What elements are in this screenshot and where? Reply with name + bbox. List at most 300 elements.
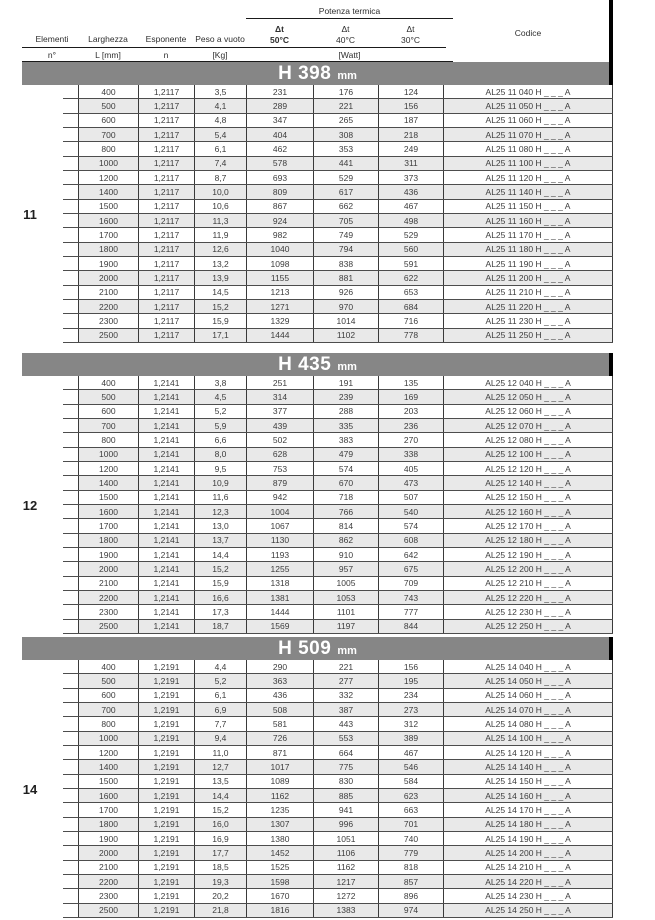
codice-cell: AL25 14 040 H _ _ _ A xyxy=(443,660,613,673)
dt30-cell: 778 xyxy=(378,329,443,342)
table-row xyxy=(78,674,613,688)
peso-cell: 16,9 xyxy=(194,832,246,845)
dt40-sub: 40°C xyxy=(336,35,355,45)
larghezza-cell: 1000 xyxy=(78,732,138,745)
dt30-cell: 560 xyxy=(378,243,443,256)
dt40-cell: 1101 xyxy=(313,605,378,618)
esponente-cell: 1,2191 xyxy=(138,861,194,874)
esponente-cell: 1,2141 xyxy=(138,548,194,561)
dt40-cell: 529 xyxy=(313,171,378,184)
dt30-cell: 311 xyxy=(378,157,443,170)
esponente-cell: 1,2117 xyxy=(138,286,194,299)
dt50-cell: 867 xyxy=(246,200,313,213)
larghezza-cell: 2100 xyxy=(78,861,138,874)
codice-cell: AL25 14 100 H _ _ _ A xyxy=(443,732,613,745)
dt30-sub: 30°C xyxy=(401,35,420,45)
larghezza-cell: 800 xyxy=(78,142,138,155)
larghezza-cell: 1700 xyxy=(78,228,138,241)
dt30-cell: 124 xyxy=(378,85,443,98)
table-row xyxy=(78,689,613,703)
codice-cell: AL25 12 120 H _ _ _ A xyxy=(443,462,613,475)
dt30-cell: 974 xyxy=(378,904,443,917)
dt50-cell: 1155 xyxy=(246,271,313,284)
section-body xyxy=(0,85,655,343)
peso-cell: 15,2 xyxy=(194,803,246,816)
table-row xyxy=(78,462,613,476)
esponente-cell: 1,2117 xyxy=(138,128,194,141)
dt40-cell: 670 xyxy=(313,476,378,489)
esponente-cell: 1,2117 xyxy=(138,257,194,270)
codice-cell: AL25 11 200 H _ _ _ A xyxy=(443,271,613,284)
peso-cell: 6,1 xyxy=(194,689,246,702)
larghezza-cell: 500 xyxy=(78,674,138,687)
dt30-cell: 701 xyxy=(378,818,443,831)
codice-cell: AL25 12 170 H _ _ _ A xyxy=(443,519,613,532)
dt40-cell: 862 xyxy=(313,534,378,547)
esponente-cell: 1,2191 xyxy=(138,904,194,917)
table-row xyxy=(78,605,613,619)
peso-cell: 9,5 xyxy=(194,462,246,475)
dt50-sub: 50°C xyxy=(270,35,289,45)
dt30-cell: 507 xyxy=(378,491,443,504)
dt50-cell: 231 xyxy=(246,85,313,98)
larghezza-cell: 1600 xyxy=(78,505,138,518)
esponente-cell: 1,2141 xyxy=(138,390,194,403)
table-row xyxy=(78,114,613,128)
esponente-cell: 1,2191 xyxy=(138,674,194,687)
dt50-cell: 462 xyxy=(246,142,313,155)
dt40-cell: 239 xyxy=(313,390,378,403)
codice-cell: AL25 14 200 H _ _ _ A xyxy=(443,846,613,859)
table-row xyxy=(78,200,613,214)
larghezza-cell: 400 xyxy=(78,376,138,389)
table-row xyxy=(78,789,613,803)
dt40-cell: 1272 xyxy=(313,889,378,902)
dt30-cell: 312 xyxy=(378,717,443,730)
header-right-border xyxy=(609,0,613,62)
dt50-cell: 1598 xyxy=(246,875,313,888)
elementi-count: 14 xyxy=(22,781,38,797)
peso-cell: 4,8 xyxy=(194,114,246,127)
codice-cell: AL25 11 100 H _ _ _ A xyxy=(443,157,613,170)
codice-label: Codice xyxy=(514,28,542,38)
dt30-cell: 169 xyxy=(378,390,443,403)
esponente-cell: 1,2117 xyxy=(138,329,194,342)
dt30-cell: 591 xyxy=(378,257,443,270)
larghezza-cell: 1500 xyxy=(78,491,138,504)
table-row xyxy=(78,314,613,328)
dt40-cell: 662 xyxy=(313,200,378,213)
dt50-cell: 1525 xyxy=(246,861,313,874)
larghezza-cell: 1700 xyxy=(78,519,138,532)
dt50-cell: 693 xyxy=(246,171,313,184)
dt30-cell: 740 xyxy=(378,832,443,845)
larghezza-cell: 2200 xyxy=(78,300,138,313)
larghezza-cell: 1400 xyxy=(78,476,138,489)
dt40-cell: 574 xyxy=(313,462,378,475)
larghezza-label: Larghezza xyxy=(88,34,128,44)
codice-cell: AL25 11 080 H _ _ _ A xyxy=(443,142,613,155)
peso-cell: 12,3 xyxy=(194,505,246,518)
esponente-cell: 1,2191 xyxy=(138,717,194,730)
codice-cell: AL25 12 180 H _ _ _ A xyxy=(443,534,613,547)
larghezza-cell: 600 xyxy=(78,689,138,702)
larghezza-cell: 1000 xyxy=(78,157,138,170)
esponente-cell: 1,2117 xyxy=(138,85,194,98)
table-row xyxy=(78,329,613,343)
table-row xyxy=(78,448,613,462)
esponente-cell: 1,2191 xyxy=(138,689,194,702)
peso-cell: 5,4 xyxy=(194,128,246,141)
larghezza-cell: 500 xyxy=(78,390,138,403)
esponente-cell: 1,2117 xyxy=(138,314,194,327)
dt40-cell: 335 xyxy=(313,419,378,432)
larghezza-cell: 500 xyxy=(78,99,138,112)
peso-sub: [Kg] xyxy=(212,50,228,60)
dt50-cell: 1067 xyxy=(246,519,313,532)
dt50-cell: 879 xyxy=(246,476,313,489)
table-row xyxy=(78,185,613,199)
dt40-cell: 288 xyxy=(313,405,378,418)
codice-cell: AL25 14 120 H _ _ _ A xyxy=(443,746,613,759)
codice-cell: AL25 12 210 H _ _ _ A xyxy=(443,577,613,590)
codice-cell: AL25 12 100 H _ _ _ A xyxy=(443,448,613,461)
dt30-cell: 684 xyxy=(378,300,443,313)
esponente-cell: 1,2117 xyxy=(138,114,194,127)
dt30-cell: 818 xyxy=(378,861,443,874)
codice-cell: AL25 12 150 H _ _ _ A xyxy=(443,491,613,504)
codice-cell: AL25 14 060 H _ _ _ A xyxy=(443,689,613,702)
larghezza-cell: 2100 xyxy=(78,286,138,299)
codice-cell: AL25 11 230 H _ _ _ A xyxy=(443,314,613,327)
dt50-cell: 1569 xyxy=(246,620,313,633)
esponente-cell: 1,2141 xyxy=(138,419,194,432)
larghezza-cell: 2500 xyxy=(78,620,138,633)
dt40-cell: 718 xyxy=(313,491,378,504)
dt40-cell: 881 xyxy=(313,271,378,284)
larghezza-cell: 2000 xyxy=(78,562,138,575)
table-row xyxy=(78,214,613,228)
codice-cell: AL25 14 050 H _ _ _ A xyxy=(443,674,613,687)
codice-cell: AL25 12 190 H _ _ _ A xyxy=(443,548,613,561)
peso-cell: 13,5 xyxy=(194,775,246,788)
dt30-cell: 135 xyxy=(378,376,443,389)
dt50-cell: 1444 xyxy=(246,329,313,342)
larghezza-cell: 1500 xyxy=(78,200,138,213)
table-row xyxy=(78,491,613,505)
dt50-cell: 314 xyxy=(246,390,313,403)
dt50-cell: 726 xyxy=(246,732,313,745)
dt40-cell: 191 xyxy=(313,376,378,389)
dt40-cell: 996 xyxy=(313,818,378,831)
esponente-label: Esponente xyxy=(145,34,187,44)
esponente-cell: 1,2117 xyxy=(138,271,194,284)
larghezza-cell: 2200 xyxy=(78,591,138,604)
dt30-cell: 653 xyxy=(378,286,443,299)
esponente-cell: 1,2141 xyxy=(138,562,194,575)
dt30-cell: 857 xyxy=(378,875,443,888)
dt50-cell: 628 xyxy=(246,448,313,461)
dt30-cell: 156 xyxy=(378,660,443,673)
peso-cell: 14,4 xyxy=(194,548,246,561)
codice-cell: AL25 12 140 H _ _ _ A xyxy=(443,476,613,489)
dt50-cell: 1380 xyxy=(246,832,313,845)
codice-cell: AL25 14 150 H _ _ _ A xyxy=(443,775,613,788)
peso-cell: 3,8 xyxy=(194,376,246,389)
larghezza-cell: 1600 xyxy=(78,214,138,227)
codice-cell: AL25 14 190 H _ _ _ A xyxy=(443,832,613,845)
codice-cell: AL25 11 180 H _ _ _ A xyxy=(443,243,613,256)
codice-cell: AL25 11 190 H _ _ _ A xyxy=(443,257,613,270)
dt30-label: Δt xyxy=(406,24,415,34)
larghezza-cell: 1200 xyxy=(78,746,138,759)
dt30-cell: 338 xyxy=(378,448,443,461)
section-band xyxy=(22,62,613,85)
section-height-title: H 509 xyxy=(278,638,332,659)
dt30-cell: 249 xyxy=(378,142,443,155)
larghezza-cell: 2300 xyxy=(78,889,138,902)
table-row xyxy=(78,660,613,674)
dt50-cell: 1017 xyxy=(246,760,313,773)
esponente-cell: 1,2117 xyxy=(138,243,194,256)
dt30-cell: 777 xyxy=(378,605,443,618)
section-rows xyxy=(78,376,613,634)
dt50-cell: 1235 xyxy=(246,803,313,816)
dt30-cell: 273 xyxy=(378,703,443,716)
table-row xyxy=(78,476,613,490)
dt40-cell: 277 xyxy=(313,674,378,687)
dt50-cell: 1089 xyxy=(246,775,313,788)
peso-cell: 7,7 xyxy=(194,717,246,730)
peso-cell: 20,2 xyxy=(194,889,246,902)
dt50-cell: 1098 xyxy=(246,257,313,270)
larghezza-cell: 2300 xyxy=(78,605,138,618)
section-band xyxy=(22,353,613,376)
section-body xyxy=(0,376,655,634)
peso-cell: 6,6 xyxy=(194,433,246,446)
codice-cell: AL25 12 200 H _ _ _ A xyxy=(443,562,613,575)
dt50-cell: 1004 xyxy=(246,505,313,518)
larghezza-cell: 1200 xyxy=(78,462,138,475)
peso-cell: 10,0 xyxy=(194,185,246,198)
dt30-cell: 156 xyxy=(378,99,443,112)
larghezza-cell: 2000 xyxy=(78,271,138,284)
dt40-cell: 775 xyxy=(313,760,378,773)
peso-cell: 6,9 xyxy=(194,703,246,716)
table-row xyxy=(78,703,613,717)
dt50-cell: 377 xyxy=(246,405,313,418)
esponente-cell: 1,2191 xyxy=(138,660,194,673)
table-row xyxy=(78,803,613,817)
larghezza-cell: 2300 xyxy=(78,314,138,327)
dt30-cell: 270 xyxy=(378,433,443,446)
dt30-cell: 844 xyxy=(378,620,443,633)
larghezza-cell: 1500 xyxy=(78,775,138,788)
peso-cell: 14,5 xyxy=(194,286,246,299)
peso-cell: 12,7 xyxy=(194,760,246,773)
dt40-cell: 221 xyxy=(313,660,378,673)
esponente-cell: 1,2141 xyxy=(138,491,194,504)
larghezza-cell: 700 xyxy=(78,703,138,716)
dt30-cell: 436 xyxy=(378,185,443,198)
table-row xyxy=(78,128,613,142)
dt30-cell: 709 xyxy=(378,577,443,590)
esponente-cell: 1,2191 xyxy=(138,775,194,788)
esponente-cell: 1,2141 xyxy=(138,433,194,446)
codice-cell: AL25 14 250 H _ _ _ A xyxy=(443,904,613,917)
peso-cell: 5,9 xyxy=(194,419,246,432)
dt40-cell: 353 xyxy=(313,142,378,155)
dt50-cell: 439 xyxy=(246,419,313,432)
dt30-cell: 467 xyxy=(378,746,443,759)
dt50-cell: 1318 xyxy=(246,577,313,590)
sections xyxy=(0,62,655,918)
dt50-cell: 502 xyxy=(246,433,313,446)
codice-cell: AL25 11 250 H _ _ _ A xyxy=(443,329,613,342)
peso-cell: 11,9 xyxy=(194,228,246,241)
larghezza-cell: 1200 xyxy=(78,171,138,184)
table-row xyxy=(78,390,613,404)
esponente-cell: 1,2191 xyxy=(138,832,194,845)
dt50-cell: 753 xyxy=(246,462,313,475)
table-row xyxy=(78,717,613,731)
larghezza-cell: 2500 xyxy=(78,329,138,342)
esponente-cell: 1,2191 xyxy=(138,846,194,859)
codice-cell: AL25 12 160 H _ _ _ A xyxy=(443,505,613,518)
dt50-cell: 581 xyxy=(246,717,313,730)
codice-cell: AL25 14 210 H _ _ _ A xyxy=(443,861,613,874)
codice-cell: AL25 14 230 H _ _ _ A xyxy=(443,889,613,902)
codice-cell: AL25 12 230 H _ _ _ A xyxy=(443,605,613,618)
dt50-cell: 871 xyxy=(246,746,313,759)
dt30-cell: 389 xyxy=(378,732,443,745)
table-row xyxy=(78,142,613,156)
dt30-cell: 716 xyxy=(378,314,443,327)
dt30-cell: 623 xyxy=(378,789,443,802)
peso-cell: 19,3 xyxy=(194,875,246,888)
dt30-cell: 675 xyxy=(378,562,443,575)
codice-cell: AL25 11 070 H _ _ _ A xyxy=(443,128,613,141)
codice-cell: AL25 11 150 H _ _ _ A xyxy=(443,200,613,213)
dt30-cell: 218 xyxy=(378,128,443,141)
codice-cell: AL25 14 180 H _ _ _ A xyxy=(443,818,613,831)
esponente-cell: 1,2141 xyxy=(138,476,194,489)
section-rows xyxy=(78,85,613,343)
dt50-cell: 924 xyxy=(246,214,313,227)
dt50-label: Δt xyxy=(275,24,284,34)
peso-cell: 18,5 xyxy=(194,861,246,874)
esponente-cell: 1,2117 xyxy=(138,99,194,112)
dt30-cell: 779 xyxy=(378,846,443,859)
esponente-cell: 1,2117 xyxy=(138,228,194,241)
dt30-cell: 622 xyxy=(378,271,443,284)
table-row xyxy=(78,548,613,562)
esponente-cell: 1,2191 xyxy=(138,875,194,888)
dt30-cell: 373 xyxy=(378,171,443,184)
dt30-cell: 467 xyxy=(378,200,443,213)
dt50-cell: 1213 xyxy=(246,286,313,299)
section-height-unit: mm xyxy=(337,645,357,657)
larghezza-cell: 2100 xyxy=(78,577,138,590)
dt50-cell: 1130 xyxy=(246,534,313,547)
codice-cell: AL25 12 250 H _ _ _ A xyxy=(443,620,613,633)
esponente-cell: 1,2141 xyxy=(138,448,194,461)
peso-cell: 10,9 xyxy=(194,476,246,489)
header-underline xyxy=(22,47,446,48)
peso-cell: 15,2 xyxy=(194,562,246,575)
dt40-cell: 1217 xyxy=(313,875,378,888)
peso-cell: 6,1 xyxy=(194,142,246,155)
table-header xyxy=(0,0,655,62)
larghezza-cell: 400 xyxy=(78,85,138,98)
dt40-cell: 830 xyxy=(313,775,378,788)
peso-cell: 11,6 xyxy=(194,491,246,504)
esponente-cell: 1,2141 xyxy=(138,462,194,475)
peso-cell: 4,4 xyxy=(194,660,246,673)
codice-cell: AL25 11 060 H _ _ _ A xyxy=(443,114,613,127)
dt40-label: Δt xyxy=(341,24,350,34)
dt40-cell: 941 xyxy=(313,803,378,816)
dt40-cell: 176 xyxy=(313,85,378,98)
table-row xyxy=(78,889,613,903)
table-section xyxy=(0,637,655,918)
dt50-cell: 1307 xyxy=(246,818,313,831)
dt30-cell: 540 xyxy=(378,505,443,518)
dt30-cell: 546 xyxy=(378,760,443,773)
dt50-cell: 1670 xyxy=(246,889,313,902)
dt40-cell: 1051 xyxy=(313,832,378,845)
table-row xyxy=(78,85,613,99)
dt30-cell: 608 xyxy=(378,534,443,547)
codice-cell: AL25 14 220 H _ _ _ A xyxy=(443,875,613,888)
larghezza-cell: 1900 xyxy=(78,257,138,270)
esponente-cell: 1,2117 xyxy=(138,300,194,313)
table-row xyxy=(78,519,613,533)
dt40-cell: 970 xyxy=(313,300,378,313)
table-row xyxy=(78,376,613,390)
esponente-cell: 1,2117 xyxy=(138,157,194,170)
table-row xyxy=(78,846,613,860)
esponente-cell: 1,2117 xyxy=(138,171,194,184)
elementi-count: 12 xyxy=(22,497,38,513)
peso-cell: 13,9 xyxy=(194,271,246,284)
section-height-unit: mm xyxy=(337,70,357,82)
elementi-count: 11 xyxy=(23,206,37,222)
section-height-unit: mm xyxy=(337,361,357,373)
codice-cell: AL25 11 210 H _ _ _ A xyxy=(443,286,613,299)
peso-cell: 11,0 xyxy=(194,746,246,759)
codice-cell: AL25 11 220 H _ _ _ A xyxy=(443,300,613,313)
dt40-cell: 957 xyxy=(313,562,378,575)
dt50-cell: 290 xyxy=(246,660,313,673)
larghezza-cell: 700 xyxy=(78,128,138,141)
table-row xyxy=(78,300,613,314)
dt50-cell: 1444 xyxy=(246,605,313,618)
codice-cell: AL25 12 040 H _ _ _ A xyxy=(443,376,613,389)
table-row xyxy=(78,157,613,171)
table-row xyxy=(78,760,613,774)
dt50-cell: 942 xyxy=(246,491,313,504)
peso-cell: 7,4 xyxy=(194,157,246,170)
dt40-cell: 617 xyxy=(313,185,378,198)
table-row xyxy=(78,534,613,548)
dt40-cell: 308 xyxy=(313,128,378,141)
dt50-cell: 436 xyxy=(246,689,313,702)
dt50-cell: 404 xyxy=(246,128,313,141)
larghezza-cell: 1900 xyxy=(78,548,138,561)
codice-cell: AL25 11 160 H _ _ _ A xyxy=(443,214,613,227)
peso-cell: 12,6 xyxy=(194,243,246,256)
